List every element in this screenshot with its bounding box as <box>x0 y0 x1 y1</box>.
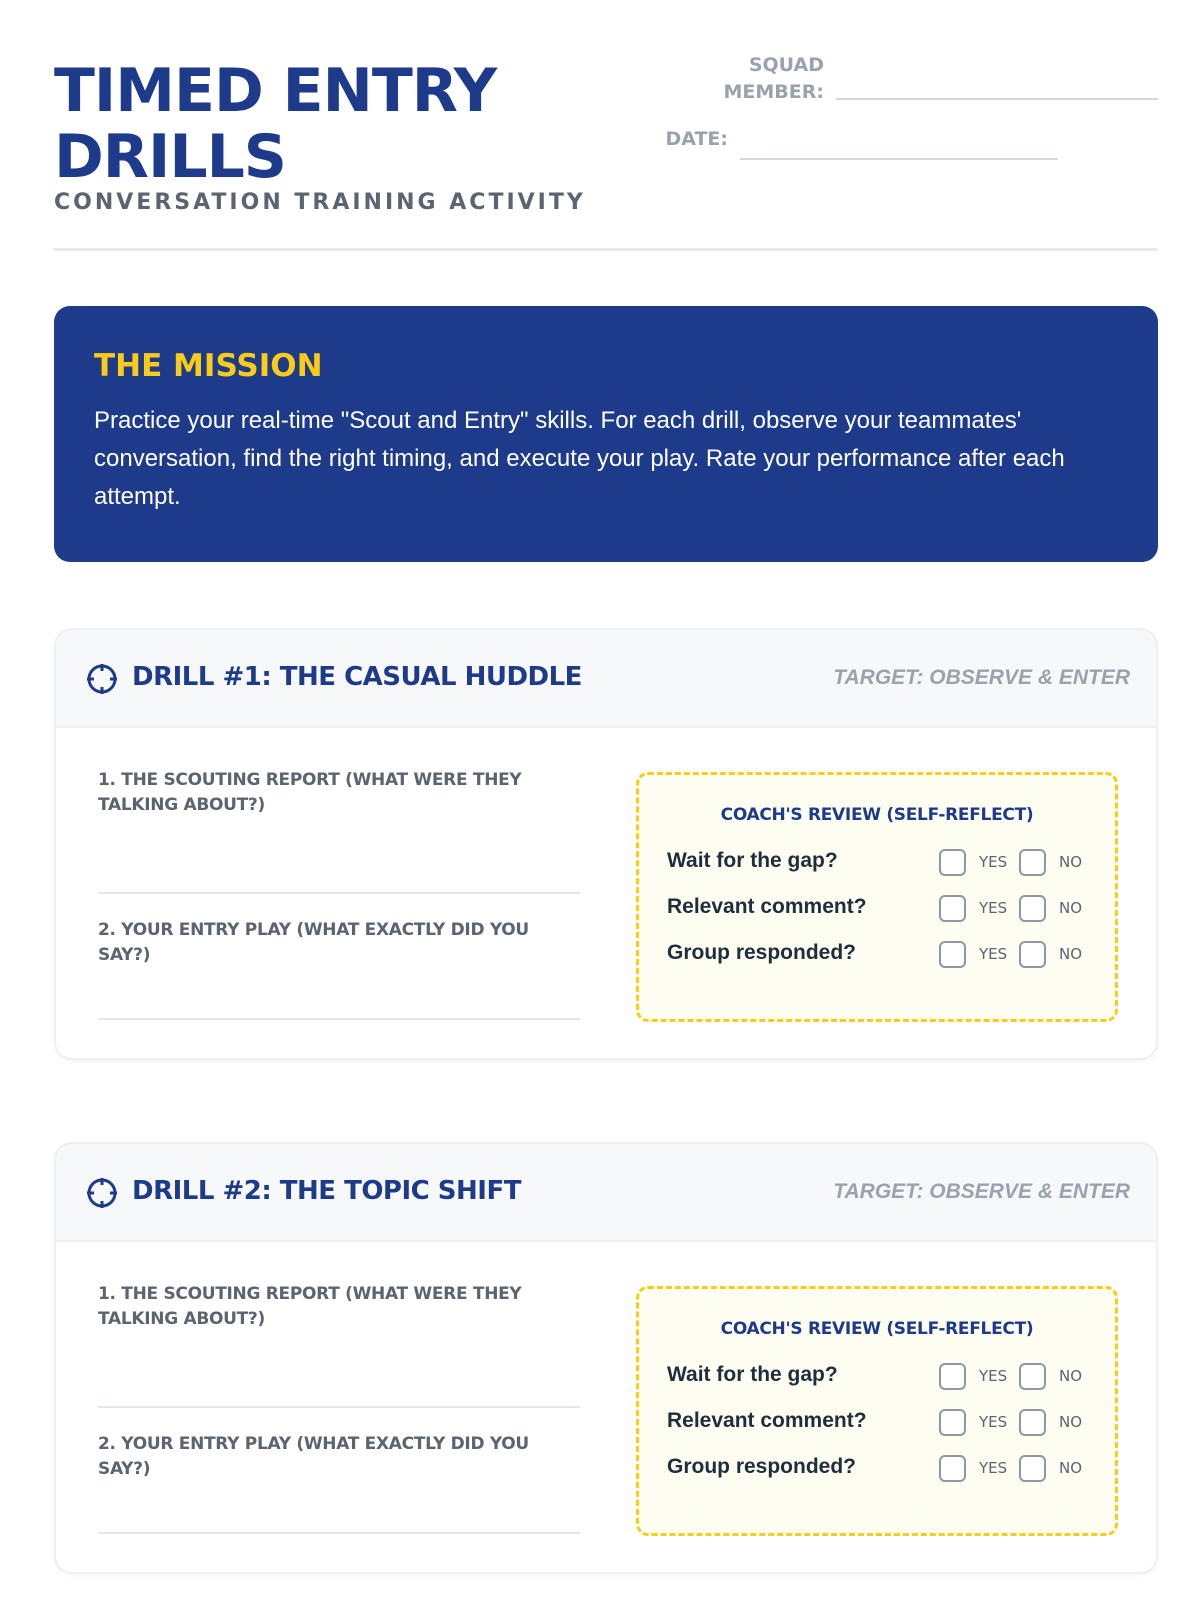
review-item-label: Wait for the gap? <box>667 849 838 872</box>
no-checkbox[interactable] <box>1019 895 1046 922</box>
drill-header <box>56 1144 1156 1242</box>
worksheet-header <box>54 0 1158 252</box>
review-item-label: Group responded? <box>667 1455 856 1478</box>
yes-label: YES <box>979 853 1008 871</box>
review-item-label: Relevant comment? <box>667 1409 867 1432</box>
mission-title: THE MISSION <box>94 348 323 384</box>
squad-label-line-2: MEMBER: <box>723 81 824 103</box>
mission-text: Practice your real-time "Scout and Entry" skills. For each drill, observe your teammates' conversation, find the right timing, and execute your play. Rate your performance after each attempt. <box>94 407 1065 510</box>
drill-target: TARGET: OBSERVE & ENTER <box>833 666 1130 689</box>
drill-card-2 <box>54 1142 1158 1574</box>
coach-review-box <box>636 772 1118 1022</box>
yes-label: YES <box>979 1367 1008 1385</box>
title-line-2: DRILLS <box>54 122 287 192</box>
title-line-1: TIMED ENTRY <box>54 56 497 126</box>
no-label: NO <box>1059 1459 1083 1477</box>
worksheet-page <box>54 0 1158 1479</box>
review-row-relevant <box>667 893 1087 925</box>
entry-play-answer-line[interactable] <box>98 1018 580 1020</box>
date-field[interactable] <box>740 158 1058 160</box>
yes-label: YES <box>979 1413 1008 1431</box>
yes-checkbox[interactable] <box>939 849 966 876</box>
review-row-responded <box>667 939 1087 971</box>
coach-review-title: COACH'S REVIEW (SELF-REFLECT) <box>720 1319 1034 1339</box>
no-checkbox[interactable] <box>1019 941 1046 968</box>
crosshair-icon <box>86 1177 118 1209</box>
entry-play-question: 2. YOUR ENTRY PLAY (WHAT EXACTLY DID YOU SAY?) <box>98 1434 529 1479</box>
coach-review-title: COACH'S REVIEW (SELF-REFLECT) <box>720 805 1034 825</box>
yes-checkbox[interactable] <box>939 1363 966 1390</box>
date-label: DATE: <box>665 128 728 150</box>
review-row-relevant <box>667 1407 1087 1439</box>
coach-review-box <box>636 1286 1118 1536</box>
scouting-report-question: 1. THE SCOUTING REPORT (WHAT WERE THEY TALKING ABOUT?) <box>98 770 522 815</box>
no-checkbox[interactable] <box>1019 849 1046 876</box>
drill-header <box>56 630 1156 728</box>
entry-play-answer-line[interactable] <box>98 1532 580 1534</box>
review-row-wait-gap <box>667 1361 1087 1393</box>
squad-label-line-1: SQUAD <box>748 54 824 76</box>
no-label: NO <box>1059 945 1083 963</box>
drill-target: TARGET: OBSERVE & ENTER <box>833 1180 1130 1203</box>
yes-checkbox[interactable] <box>939 1455 966 1482</box>
no-checkbox[interactable] <box>1019 1409 1046 1436</box>
scouting-report-question: 1. THE SCOUTING REPORT (WHAT WERE THEY TALKING ABOUT?) <box>98 1284 522 1329</box>
squad-member-field[interactable] <box>836 98 1158 100</box>
drill-title: DRILL #2: THE TOPIC SHIFT <box>132 1176 521 1206</box>
review-item-label: Group responded? <box>667 941 856 964</box>
yes-label: YES <box>979 899 1008 917</box>
review-item-label: Wait for the gap? <box>667 1363 838 1386</box>
entry-play-question: 2. YOUR ENTRY PLAY (WHAT EXACTLY DID YOU SAY?) <box>98 920 529 965</box>
page-title <box>54 58 614 190</box>
review-row-responded <box>667 1453 1087 1485</box>
no-label: NO <box>1059 899 1083 917</box>
yes-checkbox[interactable] <box>939 941 966 968</box>
mission-box <box>54 306 1158 562</box>
scouting-report-answer-line[interactable] <box>98 1406 580 1408</box>
yes-label: YES <box>979 1459 1008 1477</box>
yes-checkbox[interactable] <box>939 1409 966 1436</box>
squad-member-label <box>694 52 824 106</box>
drill-card-1 <box>54 628 1158 1060</box>
review-row-wait-gap <box>667 847 1087 879</box>
yes-checkbox[interactable] <box>939 895 966 922</box>
header-divider <box>54 248 1158 251</box>
no-label: NO <box>1059 1413 1083 1431</box>
no-label: NO <box>1059 853 1083 871</box>
no-checkbox[interactable] <box>1019 1363 1046 1390</box>
crosshair-icon <box>86 663 118 695</box>
page-subtitle: CONVERSATION TRAINING ACTIVITY <box>54 190 586 215</box>
drill-title: DRILL #1: THE CASUAL HUDDLE <box>132 662 582 692</box>
no-checkbox[interactable] <box>1019 1455 1046 1482</box>
review-item-label: Relevant comment? <box>667 895 867 918</box>
yes-label: YES <box>979 945 1008 963</box>
scouting-report-answer-line[interactable] <box>98 892 580 894</box>
no-label: NO <box>1059 1367 1083 1385</box>
